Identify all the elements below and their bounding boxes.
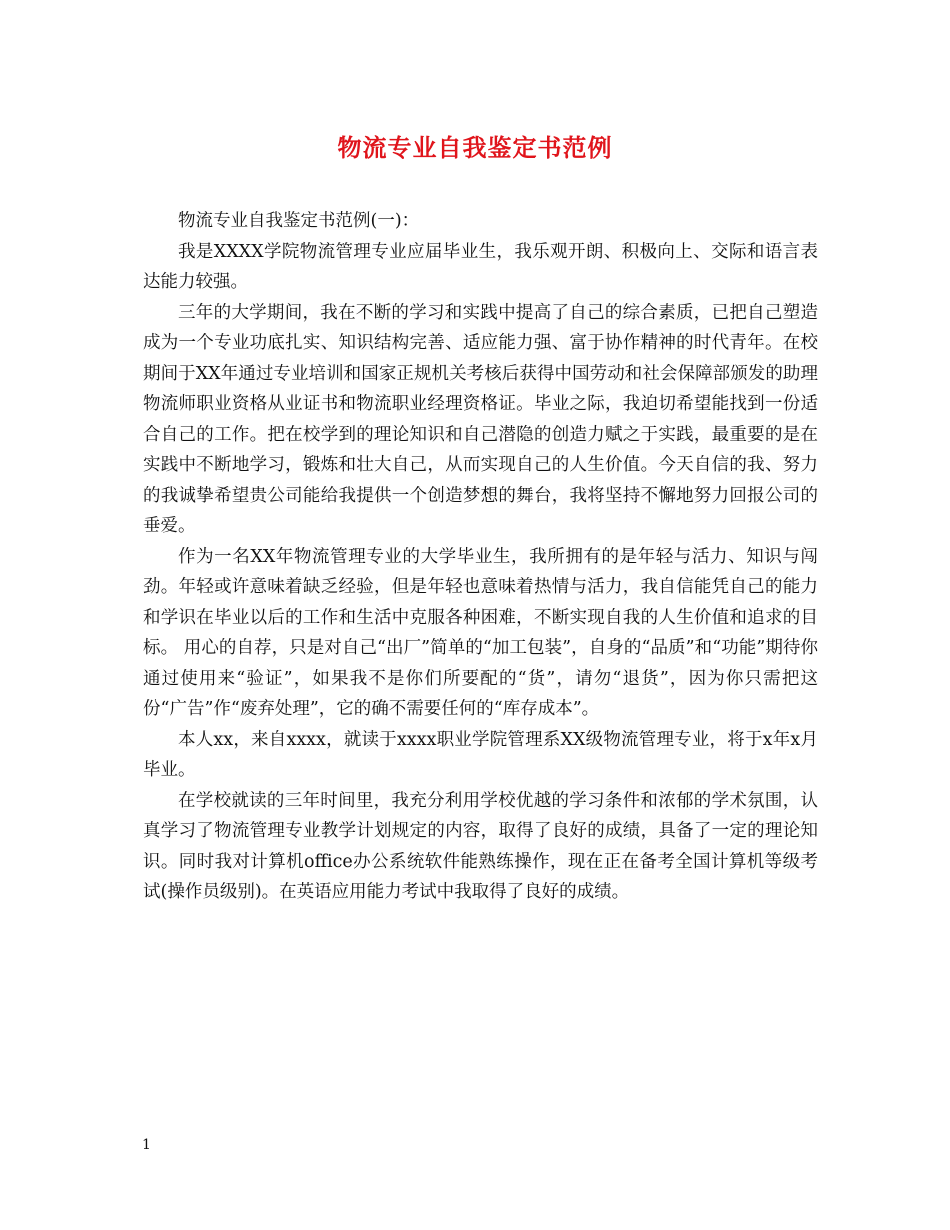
paragraph-graduate-qualities: 作为一名XX年物流管理专业的大学毕业生，我所拥有的是年轻与活力、知识与闯劲。年轻或许意味着缺乏经验，但是年轻也意味着热情与活力，我自信能凭自己的能力和学识在毕业以后的工作和生活中克服各种困难，不断实现自我的人生价值和追求的目标。 用心的自荐，只是对自己“出厂”简单的“加工包装”，自身的“品质”和“功能”期待你通过使用来“验证”，如果我不是你们所要配的“货”，请勿“退货”，因为你只需把这份“广告”作“废弃处理”，它的确不需要任何的“库存成本”。 bbox=[143, 546, 818, 719]
document-title: 物流专业自我鉴定书范例 bbox=[337, 133, 613, 162]
paragraph-school-study: 在学校就读的三年时间里，我充分利用学校优越的学习条件和浓郁的学术氛围，认真学习了物流管理专业教学计划规定的内容，取得了良好的成绩，具备了一定的理论知识。同时我对计算机office办公系统软件能熟练操作，现在正在备考全国计算机等级考试(操作员级别)。在英语应用能力考试中我取得了良好的成绩。 bbox=[143, 790, 818, 902]
document-body bbox=[143, 206, 818, 908]
paragraph-intro: 我是XXXX学院物流管理专业应届毕业生，我乐观开朗、积极向上、交际和语言表达能力较强。 bbox=[143, 241, 818, 292]
paragraph-heading: 物流专业自我鉴定书范例(一)： bbox=[178, 211, 420, 231]
paragraph-university-years: 三年的大学期间，我在不断的学习和实践中提高了自己的综合素质，已把自己塑造成为一个专业功底扎实、知识结构完善、适应能力强、富于协作精神的时代青年。在校期间于XX年通过专业培训和国家正规机关考核后获得中国劳动和社会保障部颁发的助理物流师职业资格从业证书和物流职业经理资格证。毕业之际，我迫切希望能找到一份适合自己的工作。把在校学到的理论知识和自己潜隐的创造力赋之于实践，最重要的是在实践中不断地学习，锻炼和壮大自己，从而实现自己的人生价值。今天自信的我、努力的我诚挚希望贵公司能给我提供一个创造梦想的舞台，我将坚持不懈地努力回报公司的垂爱。 bbox=[143, 302, 818, 536]
paragraph-personal-info: 本人xx，来自xxxx，就读于xxxx职业学院管理系XX级物流管理专业，将于x年x月毕业。 bbox=[143, 729, 818, 780]
page-number: 1 bbox=[142, 1137, 151, 1153]
